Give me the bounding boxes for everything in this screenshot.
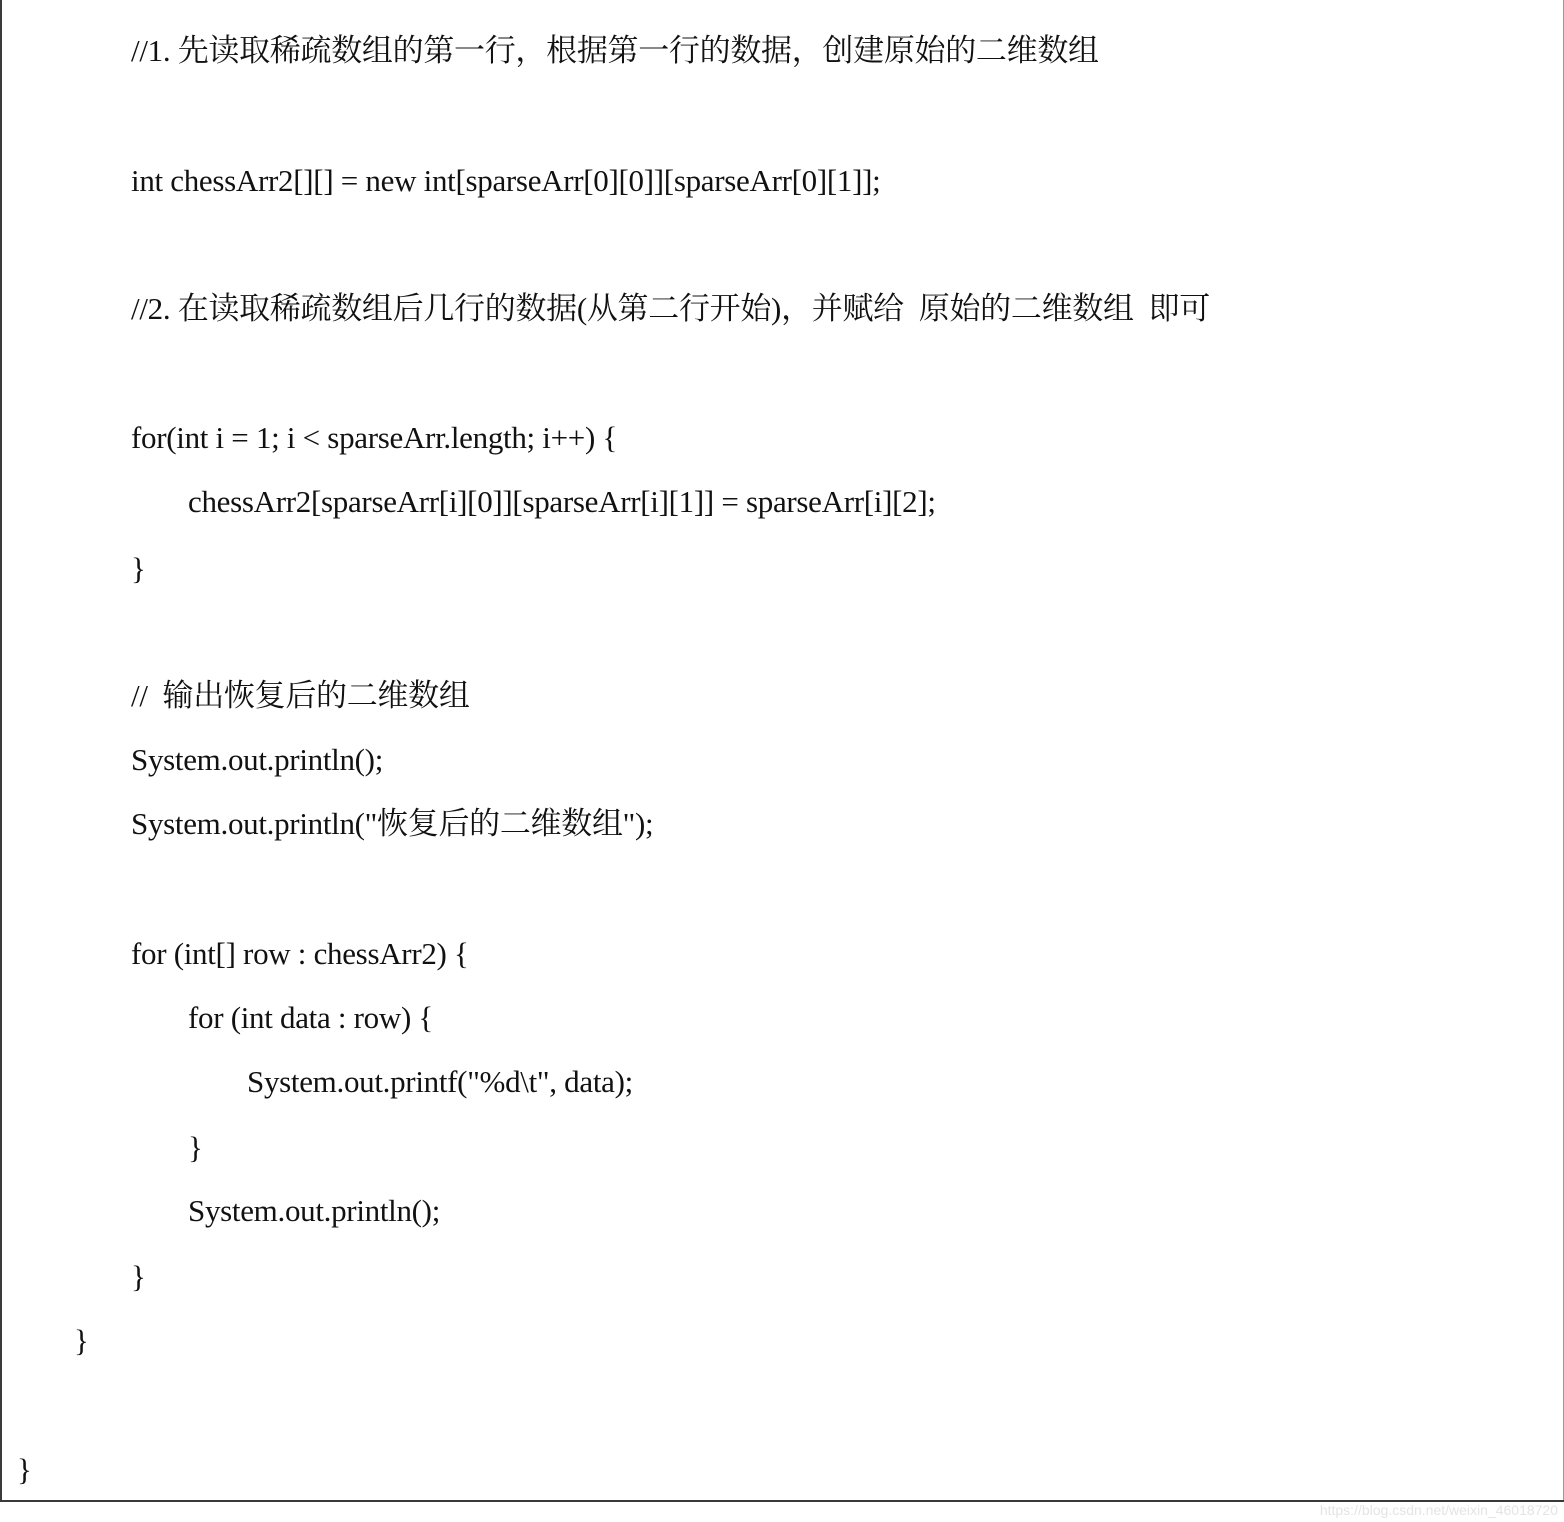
outer-for-header: for (int[] row : chessArr2) { [131, 936, 469, 971]
for-loop-close-brace: } [131, 551, 146, 586]
comment-step2: //2. 在读取稀疏数组后几行的数据(从第二行开始)，并赋给 原始的二维数组 即可 [131, 291, 1210, 326]
inner-for-close-brace: } [188, 1130, 203, 1165]
outer-for-close-brace: } [131, 1259, 146, 1294]
comment-step1: //1. 先读取稀疏数组的第一行，根据第一行的数据，创建原始的二维数组 [131, 33, 1099, 68]
println-empty-1: System.out.println(); [131, 742, 384, 777]
comment-output: // 输出恢复后的二维数组 [131, 678, 470, 713]
class-close-brace: } [17, 1452, 32, 1487]
println-empty-2: System.out.println(); [188, 1193, 441, 1228]
method-close-brace: } [74, 1323, 89, 1358]
chessarr2-declaration: int chessArr2[][] = new int[sparseArr[0][0]][sparseArr[0][1]]; [131, 163, 881, 198]
printf-statement: System.out.printf("%d\t", data); [247, 1064, 633, 1099]
assign-statement: chessArr2[sparseArr[i][0]][sparseArr[i][1]] = sparseArr[i][2]; [188, 484, 936, 519]
document-left-border [0, 0, 2, 1502]
csdn-watermark: https://blog.csdn.net/weixin_46018720 [1319, 1502, 1558, 1518]
println-title: System.out.println("恢复后的二维数组"); [131, 806, 654, 841]
inner-for-header: for (int data : row) { [188, 1000, 434, 1035]
for-loop-header: for(int i = 1; i < sparseArr.length; i++) { [131, 420, 618, 455]
